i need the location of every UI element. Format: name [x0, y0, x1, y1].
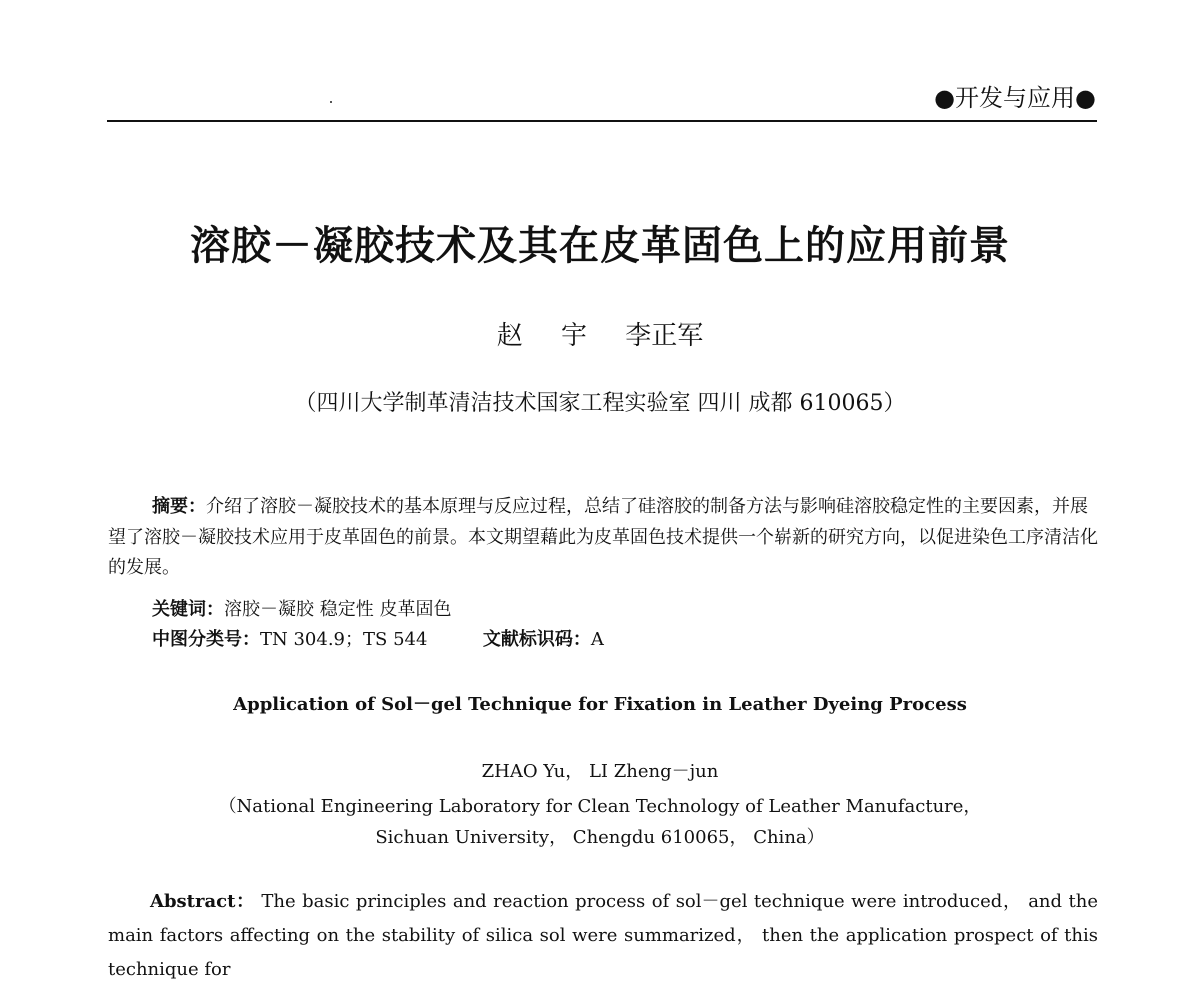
english-abstract-label: Abstract：: [150, 891, 255, 912]
english-authors: ZHAO Yu， LI Zheng－jun: [481, 761, 719, 782]
english-abstract: [108, 885, 1098, 987]
paper-title: 溶胶－凝胶技术及其在皮革固色上的应用前景: [190, 222, 1010, 269]
doc-code-value: A: [590, 629, 604, 650]
section-tag: ●开发与应用●: [934, 84, 1096, 112]
abstract-cn-text: 介绍了溶胶－凝胶技术的基本原理与反应过程，总结了硅溶胶的制备方法与影响硅溶胶稳定性的主要因素，并展望了溶胶－凝胶技术应用于皮革固色的前景。本文期望藉此为皮革固色技术提供一个崭新的研究方向，以促进染色工序清洁化的发展。: [108, 496, 1098, 578]
header-rule: [107, 120, 1097, 122]
clc-label: 中图分类号：: [152, 629, 260, 650]
abstract-cn-label: 摘要：: [152, 496, 206, 517]
affiliation-cn: （四川大学制革清洁技术国家工程实验室 四川 成都 610065）: [294, 391, 906, 416]
doc-code-label: 文献标识码：: [482, 629, 591, 650]
clc-value: TN 304.9；TS 544: [260, 629, 428, 650]
classification-line: [152, 625, 604, 651]
english-title: Application of Sol－gel Technique for Fixation in Leather Dyeing Process: [233, 694, 967, 715]
english-affiliation-line1: （National Engineering Laboratory for Clean Technology of Leather Manufacture，: [218, 796, 982, 817]
authors-cn: 赵 宇 李正军: [496, 321, 704, 351]
abstract-cn: [108, 492, 1098, 584]
keywords-text: 溶胶－凝胶 稳定性 皮革固色: [224, 599, 452, 620]
stray-mark: [330, 101, 332, 103]
keywords-cn: [152, 595, 451, 621]
keywords-label: 关键词：: [152, 599, 224, 620]
english-abstract-text: The basic principles and reaction process of sol－gel technique were introduced， and the main factors affecting on the stability of silica sol were summarized， then the application prospect of this technique for: [108, 891, 1098, 980]
english-affiliation: [0, 791, 1200, 853]
english-affiliation-line2: Sichuan University， Chengdu 610065， China）: [375, 827, 825, 848]
